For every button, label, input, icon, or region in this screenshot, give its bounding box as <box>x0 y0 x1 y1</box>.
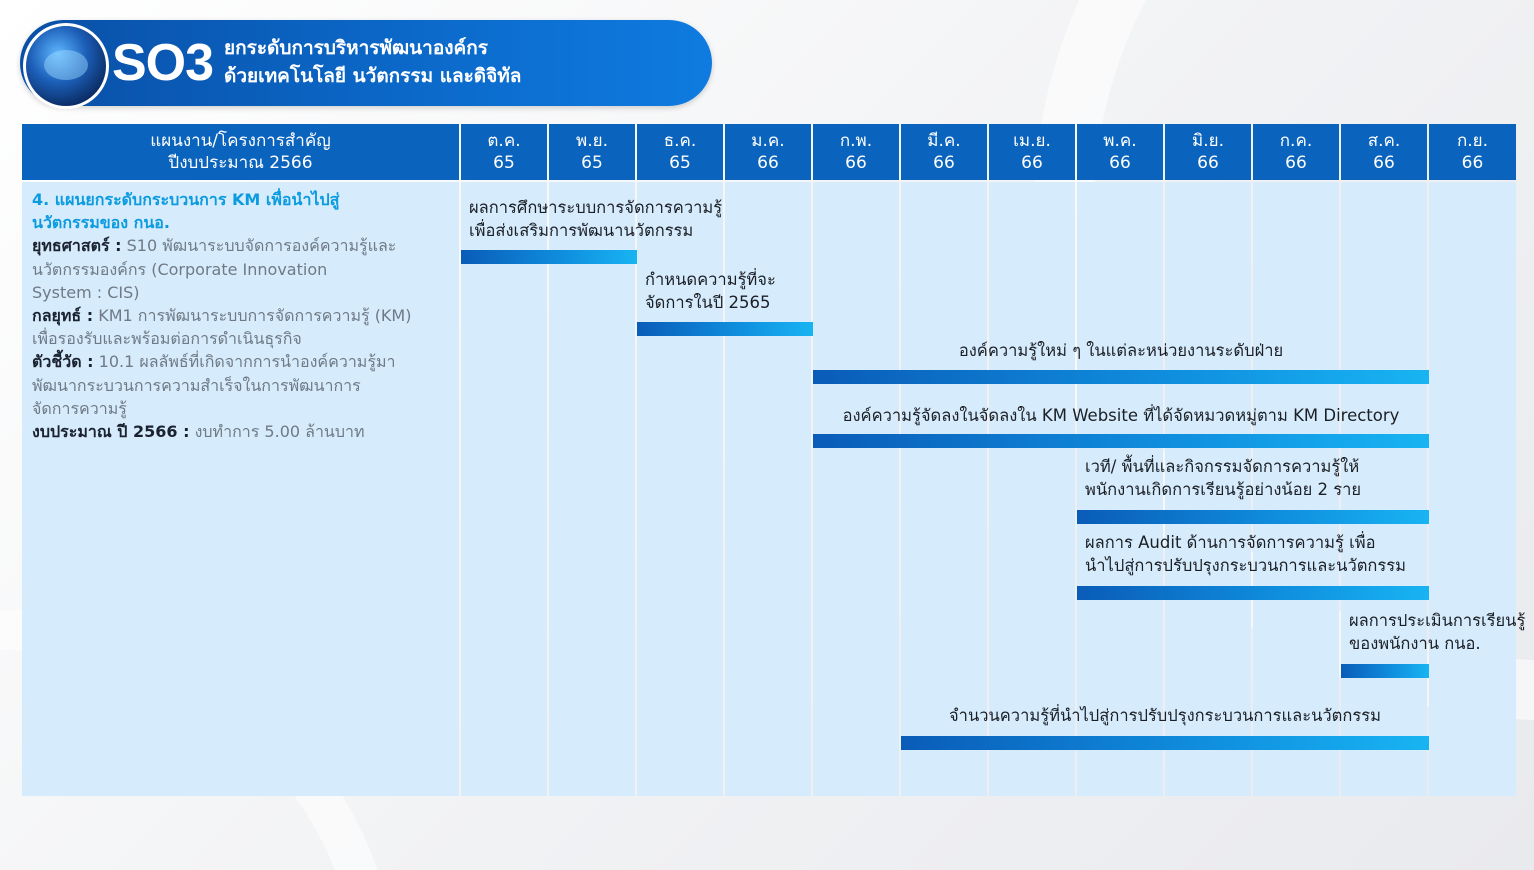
month-year: 65 <box>581 153 603 173</box>
task-label-line: ผลการ Audit ด้านการจัดการความรู้ เพื่อ <box>1085 533 1376 552</box>
month-header <box>637 124 723 180</box>
plan-header-line2: ปีงบประมาณ 2566 <box>168 153 313 173</box>
plan-description-cell <box>22 182 459 796</box>
strategy-label: ยุทธศาสตร์ : <box>32 236 122 256</box>
plan-description <box>32 188 452 443</box>
strategy-line3: System : CIS) <box>32 282 140 302</box>
month-name: มี.ค. <box>927 131 961 151</box>
objective-title <box>224 34 521 90</box>
budget-label: งบประมาณ ปี 2566 : <box>32 422 190 442</box>
plan-title-line1: 4. แผนยกระดับกระบวนการ KM เพื่อนำไปสู่ <box>32 190 340 209</box>
month-year: 66 <box>757 153 779 173</box>
month-name: ก.ค. <box>1279 131 1313 151</box>
objective-title-line1: ยกระดับการบริหารพัฒนาองค์กร <box>224 37 488 59</box>
plan-title-line2: นวัตกรรมของ กนอ. <box>32 213 170 233</box>
gantt-bar <box>1341 664 1429 678</box>
task-label <box>901 704 1429 727</box>
kpi-line2: พัฒนากระบวนการความสำเร็จในการพัฒนาการ <box>32 375 361 395</box>
kpi-line1: 10.1 ผลลัพธ์ที่เกิดจากการนำองค์ความรู้มา <box>93 352 396 372</box>
month-name: ก.พ. <box>839 131 873 151</box>
month-column <box>461 182 547 796</box>
month-column <box>813 182 899 796</box>
month-header <box>989 124 1075 180</box>
month-year: 66 <box>1109 153 1131 173</box>
task-label <box>813 339 1429 362</box>
task-label-line: กำหนดความรู้ที่จะ <box>645 270 776 289</box>
month-year: 66 <box>933 153 955 173</box>
month-name: ก.ย. <box>1456 131 1489 151</box>
gantt-table <box>22 124 1526 796</box>
month-name: ต.ค. <box>487 131 521 151</box>
month-name: เม.ย. <box>1013 131 1051 151</box>
month-header <box>813 124 899 180</box>
month-year: 65 <box>493 153 515 173</box>
month-header <box>1429 124 1516 180</box>
task-label <box>469 196 722 242</box>
gantt-bar <box>461 250 637 264</box>
task-label-line: เพื่อส่งเสริมการพัฒนานวัตกรรม <box>469 221 694 240</box>
table-body <box>22 182 1526 796</box>
month-name: พ.ค. <box>1103 131 1137 151</box>
task-label-line: เวที/ พื้นที่และกิจกรรมจัดการความรู้ให้ <box>1085 457 1360 476</box>
month-name: ธ.ค. <box>663 131 697 151</box>
task-label-line: ผลการศึกษาระบบการจัดการความรู้ <box>469 198 723 217</box>
month-year: 66 <box>1461 153 1484 173</box>
table-header <box>22 124 1516 180</box>
month-column <box>1429 182 1516 796</box>
month-name: ส.ค. <box>1367 131 1401 151</box>
technology-image <box>23 23 109 109</box>
gantt-bar <box>1077 510 1429 524</box>
month-header <box>1165 124 1251 180</box>
month-header <box>1341 124 1427 180</box>
month-name: มิ.ย. <box>1192 131 1224 151</box>
kpi-label: ตัวชี้วัด : <box>32 352 94 372</box>
month-year: 66 <box>1021 153 1043 173</box>
objective-code: SO3 <box>112 34 214 92</box>
task-label-line: ผลการประเมินการเรียนรู้ <box>1349 611 1526 630</box>
month-header <box>1253 124 1339 180</box>
gantt-bar <box>901 736 1429 750</box>
objective-title-line2: ด้วยเทคโนโลยี นวัตกรรม และดิจิทัล <box>224 65 522 87</box>
gantt-bar <box>813 434 1429 448</box>
plan-header-line1: แผนงาน/โครงการสำคัญ <box>150 131 331 151</box>
month-header <box>901 124 987 180</box>
month-year: 66 <box>845 153 867 173</box>
month-header <box>725 124 811 180</box>
tactic-line2: เพื่อรองรับและพร้อมต่อการดำเนินธุรกิจ <box>32 329 302 349</box>
plan-column-header <box>22 124 459 180</box>
month-name: ม.ค. <box>751 131 785 151</box>
gantt-bar <box>813 370 1429 384</box>
gantt-bar <box>1077 586 1429 600</box>
month-year: 66 <box>1285 153 1307 173</box>
task-label-line: จัดการในปี 2565 <box>645 293 771 312</box>
tactic-label: กลยุทธ์ : <box>32 306 94 326</box>
task-label <box>1349 609 1525 655</box>
task-label-line: ของพนักงาน กนอ. <box>1349 634 1481 653</box>
task-label <box>645 268 776 314</box>
month-header <box>549 124 635 180</box>
strategy-line2: นวัตกรรมองค์กร (Corporate Innovation <box>32 259 328 279</box>
month-column <box>549 182 635 796</box>
month-header <box>461 124 547 180</box>
task-label-line: องค์ความรู้ใหม่ ๆ ในแต่ละหน่วยงานระดับฝ่าย <box>958 341 1284 360</box>
task-label-line: องค์ความรู้จัดลงในจัดลงใน KM Website ที่ได้จัดหมวดหมู่ตาม KM Directory <box>842 406 1400 425</box>
kpi-line3: จัดการความรู้ <box>32 398 127 418</box>
task-label <box>813 404 1429 427</box>
task-label <box>1085 455 1361 501</box>
header-banner <box>20 20 712 106</box>
task-label-line: พนักงานเกิดการเรียนรู้อย่างน้อย 2 ราย <box>1085 480 1362 499</box>
month-name: พ.ย. <box>576 131 608 151</box>
tactic-line1: KM1 การพัฒนาระบบการจัดการความรู้ (KM) <box>93 306 412 326</box>
gantt-bar <box>637 322 813 336</box>
task-label-line: จำนวนความรู้ที่นำไปสู่การปรับปรุงกระบวนการและนวัตกรรม <box>949 706 1381 725</box>
month-year: 65 <box>669 153 691 173</box>
strategy-line1: S10 พัฒนาระบบจัดการองค์ความรู้และ <box>121 236 397 256</box>
budget-value: งบทำการ 5.00 ล้านบาท <box>189 422 365 442</box>
task-label-line: นำไปสู่การปรับปรุงกระบวนการและนวัตกรรม <box>1085 556 1407 575</box>
task-label <box>1085 531 1406 577</box>
month-header <box>1077 124 1163 180</box>
month-year: 66 <box>1197 153 1219 173</box>
month-year: 66 <box>1373 153 1395 173</box>
